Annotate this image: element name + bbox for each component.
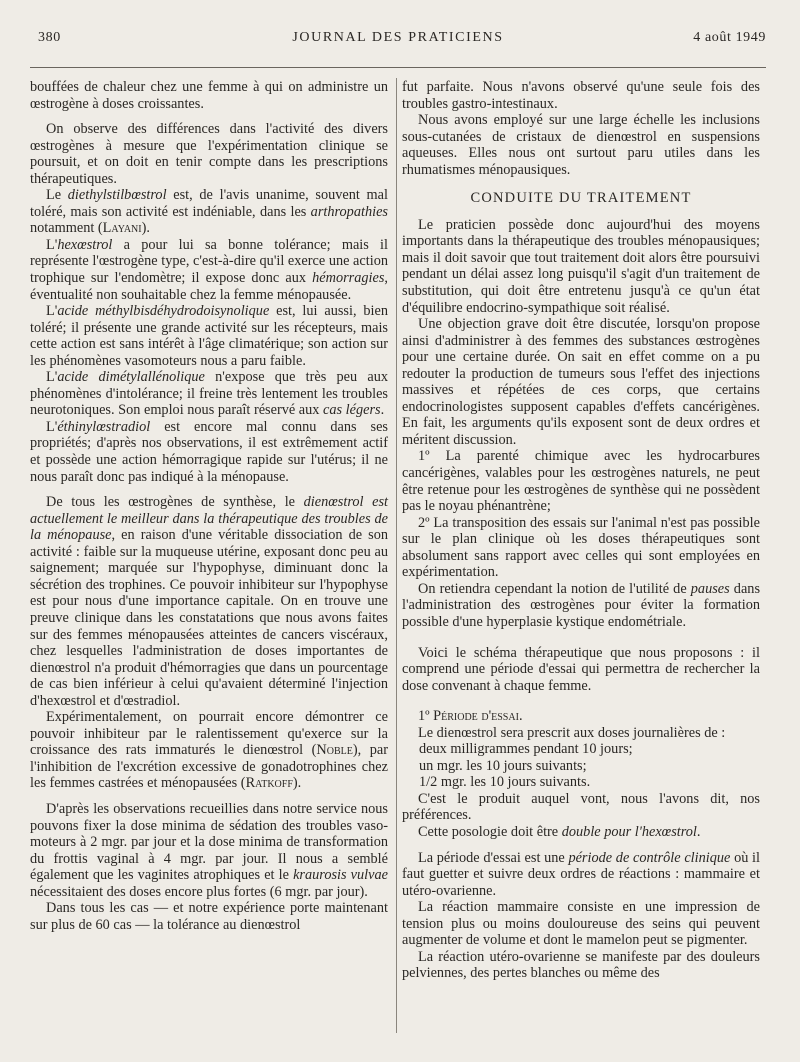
paragraph: fut parfaite. Nous n'avons observé qu'une seule fois des troubles gastro-intestinaux.: [402, 79, 760, 112]
paragraph: La période d'essai est une période de contrôle clinique où il faut guetter et suivre deux ordres de réactions : mammaire et utéro-ovarienne.: [402, 849, 760, 899]
paragraph: La réaction mammaire consiste en une impression de tension plus ou moins douloureuse des seins qui peuvent augmenter de volume et dont le mamelon peut se pigmenter.: [402, 899, 760, 949]
paragraph: On observe des différences dans l'activité des divers œstrogènes à mesure que l'expérimentation clinique se poursuit, et on doit en tenir compte dans les prescriptions thérapeutiques.: [30, 121, 388, 187]
page-number: 380: [38, 30, 61, 45]
paragraph: Nous avons employé sur une large échelle les inclusions sous-cutanées de cristaux de dienœstrol en suspensions aqueuses. Elles nous ont surtout paru utiles dans les rhumatismes ménopausiques.: [402, 112, 760, 178]
header-rule: [30, 67, 766, 68]
paragraph: Voici le schéma thérapeutique que nous proposons : il comprend une période d'essai qui permettra de rechercher la dose convenant à chaque femme.: [402, 644, 760, 694]
paragraph: L'éthinylœstradiol est encore mal connu dans ses propriétés; d'après nos observations, il est extrêmement actif et possède une action hémorragique rapide sur l'utérus; il ne nous paraît donc pas indiqué à la ménopause.: [30, 418, 388, 485]
right-column: [402, 79, 760, 982]
paragraph: Le diethylstilbœstrol est, de l'avis unanime, souvent mal toléré, mais son activité est indéniable, dans les arthropathies notamment (Layani).: [30, 187, 388, 237]
journal-title: JOURNAL DES PRATICIENS: [292, 30, 504, 45]
subsection-heading: 1º Période d'essai.: [418, 708, 523, 725]
running-header: [30, 30, 766, 56]
paragraph: L'acide dimétylallénolique n'expose que très peu aux phénomènes d'intolérance; il freine très lentement les troubles neurotoniques. Son emploi nous paraît réservé aux cas légers.: [30, 369, 389, 419]
paragraph: Le praticien possède donc aujourd'hui des moyens importants dans la thérapeutique des troubles ménopausiques; mais il doit savoir que tout traitement doit alors être poursuivi pendant un délai assez long puisqu'il s'agit d'un traitement de substitution, qui doit être entretenu jusqu'à ce qu'un état d'équilibre endocrino-sympathique soit réalisé.: [402, 216, 760, 316]
left-column: [30, 79, 388, 933]
paragraph: Une objection grave doit être discutée, lorsqu'on propose ainsi d'administrer à des femmes des substances œstrogènes pour une certaine durée. On sait en effet comme on a pu redouter la production de tumeurs sous l'effet des injections massives et répétées de ces corps, que certains endocrinologistes supposent capables d'effets cancérigènes. En fait, les arguments qu'ils exposent sont de deux ordres et méritent discussion.: [402, 316, 760, 448]
paragraph: L'acide méthylbisdéhydrodoisynolique est, lui aussi, bien toléré; il présente une grande activité sur les récepteurs, mais cette action est sans intérêt à l'âge climatérique; son action sur les phénomènes vasomoteurs nous a paru faible.: [30, 303, 388, 369]
paragraph: Dans tous les cas — et notre expérience porte maintenant sur plus de 60 cas — la tolérance au dienœstrol: [30, 900, 388, 933]
issue-date: 4 août 1949: [693, 30, 766, 45]
paragraph: bouffées de chaleur chez une femme à qui on administre un œstrogène à doses croissantes.: [30, 79, 388, 112]
paragraph: La réaction utéro-ovarienne se manifeste par des douleurs pelviennes, des pertes blanches ou même des: [402, 948, 760, 982]
paragraph: 1º La parenté chimique avec les hydrocarbures cancérigènes, valables pour les œstrogènes naturels, ne peut être retenue pour les œstrogènes de synthèse qui ne possèdent pas le noyau phénantrène;: [402, 448, 760, 515]
paragraph: Expérimentalement, on pourrait encore démontrer ce pouvoir inhibiteur par le ralentissement qu'exerce sur la croissance des rats immaturés le dienœstrol (Noble), par l'inhibition de l'excrétion excessive de gonadotrophines chez les femmes castrées et ménopausées (Ratkoff).: [30, 709, 388, 792]
paragraph: On retiendra cependant la notion de l'utilité de pauses dans l'administration des œstrogènes pour éviter la formation possible d'une hyperplasie kystique endométriale.: [402, 580, 761, 630]
paragraph: L'hexœstrol a pour lui sa bonne tolérance; mais il représente l'œstrogène type, c'est-à-dire qu'il exerce une action trophique sur l'endomètre; il expose donc aux hémorragies, éventualité non souhaitable chez la femme ménopausée.: [30, 236, 388, 303]
dose-line: 1/2 mgr. les 10 jours suivants.: [419, 774, 591, 791]
paragraph: De tous les œstrogènes de synthèse, le dienœstrol est actuellement le meilleur dans la thérapeutique des troubles de la ménopause, en raison d'une véritable dissociation de son activité : faible sur la muqueuse utérine, exposant donc peu au saignement; marquée sur l'hypophyse, diminuant donc la sécrétion des trophines. Ce pouvoir inhibiteur sur l'hypophyse est pour nous d'une importance capitale. On en trouve une preuve clinique dans les constatations que nous avons faites sur des femmes ménopausées atteintes de cancers viscéraux, chez lesquelles l'administration de doses importantes de dienœstrol n'a produit d'hémorragies que dans un pourcentage de cas bien inférieur à celui qu'avaient déterminé l'injection d'hexœstrol et d'œstradiol.: [30, 494, 388, 709]
column-divider: [396, 78, 397, 1033]
paragraph: Le dienœstrol sera prescrit aux doses journalières de :: [418, 724, 726, 741]
paragraph: 2º La transposition des essais sur l'animal n'est pas possible sur le plan clinique où les doses thérapeutiques sont absolument sans rapport avec celles qui sont employées en expérimentation.: [402, 514, 760, 581]
dose-line: un mgr. les 10 jours suivants;: [419, 757, 587, 774]
paragraph: D'après les observations recueillies dans notre service nous pouvons fixer la dose minima de sédation des troubles vaso-moteurs à 2 mgr. par jour et la dose minima de transformation du frottis vaginal à 4 mgr. par jour. Il nous a semblé également que les vaginites atrophiques et le kraurosis vulvae nécessitaient des doses encore plus fortes (6 mgr. par jour).: [30, 800, 388, 900]
paragraph: Cette posologie doit être double pour l'hexœstrol.: [418, 823, 701, 840]
paragraph: C'est le produit auquel vont, nous l'avons dit, nos préférences.: [402, 790, 760, 824]
section-heading: CONDUITE DU TRAITEMENT: [470, 190, 692, 207]
dose-line: deux milligrammes pendant 10 jours;: [419, 741, 633, 758]
